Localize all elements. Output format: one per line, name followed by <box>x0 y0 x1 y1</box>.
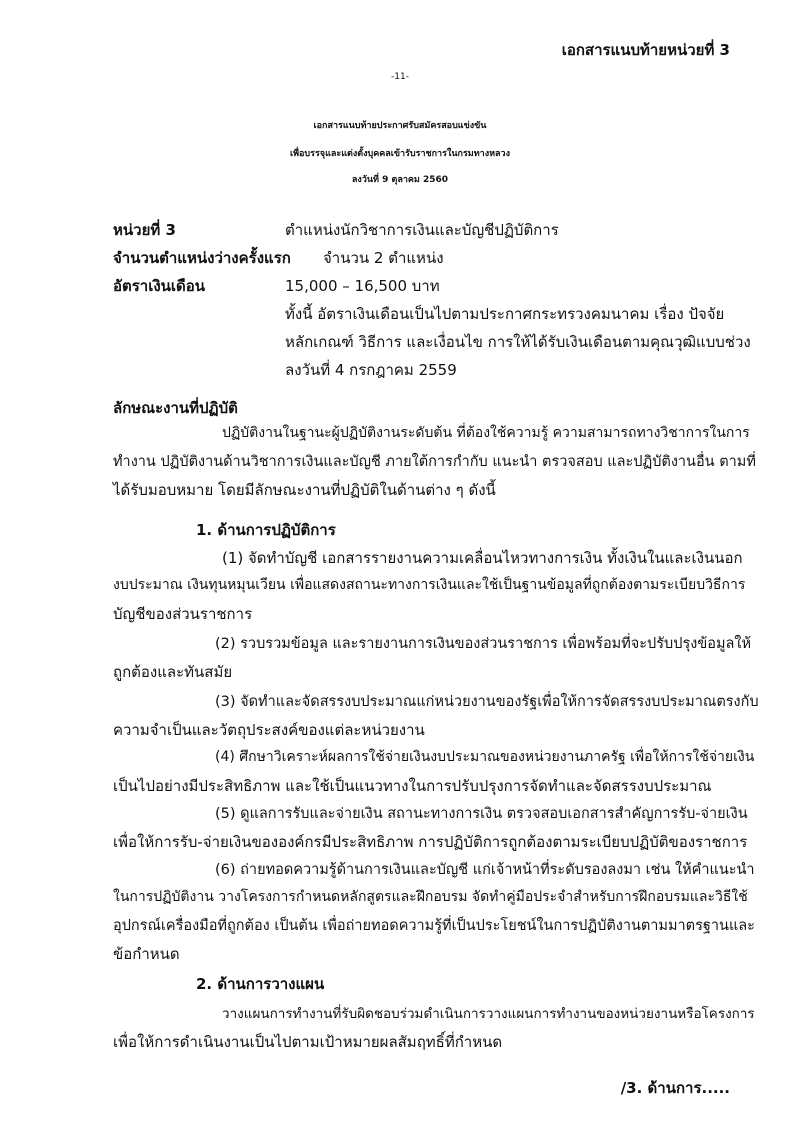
page-number: -11- <box>391 72 409 82</box>
salary-value: 15,000 – 16,500 บาท <box>285 277 440 295</box>
item-1-line-1: (1) จัดทำบัญชี เอกสารรายงานความเคลื่อนไหวทางการเงิน ทั้งเงินในและเงินนอก <box>222 549 743 567</box>
title-line-1: เอกสารแนบท้ายประกาศรับสมัครสอบแข่งขัน <box>313 121 487 131</box>
salary-note-line-2: หลักเกณฑ์ วิธีการ และเงื่อนไข การให้ได้รับเงินเดือนตามคุณวุฒิแบบช่วง <box>285 333 751 351</box>
title-line-3: ลงวันที่ 9 ตุลาคม 2560 <box>351 175 449 185</box>
item-4-line-1: (4) ศึกษาวิเคราะห์ผลการใช้จ่ายเงินงบประมาณของหน่วยงานภาครัฐ เพื่อให้การใช้จ่ายเงิน <box>215 749 755 765</box>
job-intro-line-3: ได้รับมอบหมาย โดยมีลักษณะงานที่ปฏิบัติในด้านต่าง ๆ ดังนี้ <box>113 481 496 499</box>
vacancy-value: จำนวน 2 ตำแหน่ง <box>323 249 444 267</box>
section-2-line-1: วางแผนการทำงานที่รับผิดชอบร่วมดำเนินการวางแผนการทำงานของหน่วยงานหรือโครงการ <box>222 1006 755 1022</box>
item-1-line-3: บัญชีของส่วนราชการ <box>113 605 253 623</box>
item-3-line-2: ความจำเป็นและวัตถุประสงค์ของแต่ละหน่วยงาน <box>113 721 425 739</box>
salary-note-line-3: ลงวันที่ 4 กรกฎาคม 2559 <box>285 361 457 379</box>
item-3-line-1: (3) จัดทำและจัดสรรงบประมาณแก่หน่วยงานของรัฐเพื่อให้การจัดสรรงบประมาณตรงกับ <box>215 694 759 710</box>
item-6-line-2: ในการปฏิบัติงาน วางโครงการกำหนดหลักสูตรและฝึกอบรม จัดทำคู่มือประจำสำหรับการฝึกอบรมและวิธีใช้ <box>113 889 748 905</box>
item-4-line-2: เป็นไปอย่างมีประสิทธิภาพ และใช้เป็นแนวทางในการปรับปรุงการจัดทำและจัดสรรงบประมาณ <box>113 777 712 795</box>
item-6-line-4: ข้อกำหนด <box>113 945 180 963</box>
item-1-line-2: งบประมาณ เงินทุนหมุนเวียน เพื่อแสดงสถานะทางการเงินและใช้เป็นฐานข้อมูลที่ถูกต้องตามระเบียบวิธีการ <box>113 577 746 593</box>
item-5-line-2: เพื่อให้การรับ-จ่ายเงินขององค์กรมีประสิทธิภาพ การปฏิบัติการถูกต้องตามระเบียบปฏิบัติของราชการ <box>113 833 748 851</box>
section-2-line-2: เพื่อให้การดำเนินงานเป็นไปตามเป้าหมายผลสัมฤทธิ์ที่กำหนด <box>113 1033 503 1051</box>
vacancy-label: จำนวนตำแหน่งว่างครั้งแรก <box>113 249 291 267</box>
title-line-2: เพื่อบรรจุและแต่งตั้งบุคคลเข้ารับราชการในกรมทางหลวง <box>290 149 510 159</box>
salary-label: อัตราเงินเดือน <box>113 277 206 295</box>
item-6-line-3: อุปกรณ์เครื่องมือที่ถูกต้อง เป็นต้น เพื่อถ่ายทอดความรู้ที่เป็นประโยชน์ในการปฏิบัติงานตามมาตรฐานและ <box>113 918 755 934</box>
item-2-line-2: ถูกต้องและทันสมัย <box>113 663 233 681</box>
job-intro-line-1: ปฏิบัติงานในฐานะผู้ปฏิบัติงานระดับต้น ที่ต้องใช้ความรู้ ความสามารถทางวิชาการในการ <box>222 425 750 441</box>
unit-value: ตำแหน่งนักวิชาการเงินและบัญชีปฏิบัติการ <box>285 221 559 239</box>
section-1-heading: 1. ด้านการปฏิบัติการ <box>196 521 336 539</box>
salary-note-line-1: ทั้งนี้ อัตราเงินเดือนเป็นไปตามประกาศกระทรวงคมนาคม เรื่อง ปัจจัย <box>285 305 725 323</box>
item-6-line-1: (6) ถ่ายทอดความรู้ด้านการเงินและบัญชี แก่เจ้าหน้าที่ระดับรองลงมา เช่น ให้คำแนะนำ <box>215 862 755 878</box>
unit-label: หน่วยที่ 3 <box>113 221 176 239</box>
job-heading: ลักษณะงานที่ปฏิบัติ <box>113 399 238 417</box>
item-5-line-1: (5) ดูแลการรับและจ่ายเงิน สถานะทางการเงิน ตรวจสอบเอกสารสำคัญการรับ-จ่ายเงิน <box>215 806 748 822</box>
continuation-note: /3. ด้านการ..... <box>620 1079 730 1097</box>
job-intro-line-2: ทำงาน ปฏิบัติงานด้านวิชาการเงินและบัญชี ภายใต้การกำกับ แนะนำ ตรวจสอบ และปฏิบัติงานอื่น ตามที่ <box>113 454 756 470</box>
section-2-heading: 2. ด้านการวางแผน <box>196 975 325 993</box>
attachment-label: เอกสารแนบท้ายหน่วยที่ 3 <box>561 41 730 59</box>
item-2-line-1: (2) รวบรวมข้อมูล และรายงานการเงินของส่วนราชการ เพื่อพร้อมที่จะปรับปรุงข้อมูลให้ <box>215 636 752 652</box>
